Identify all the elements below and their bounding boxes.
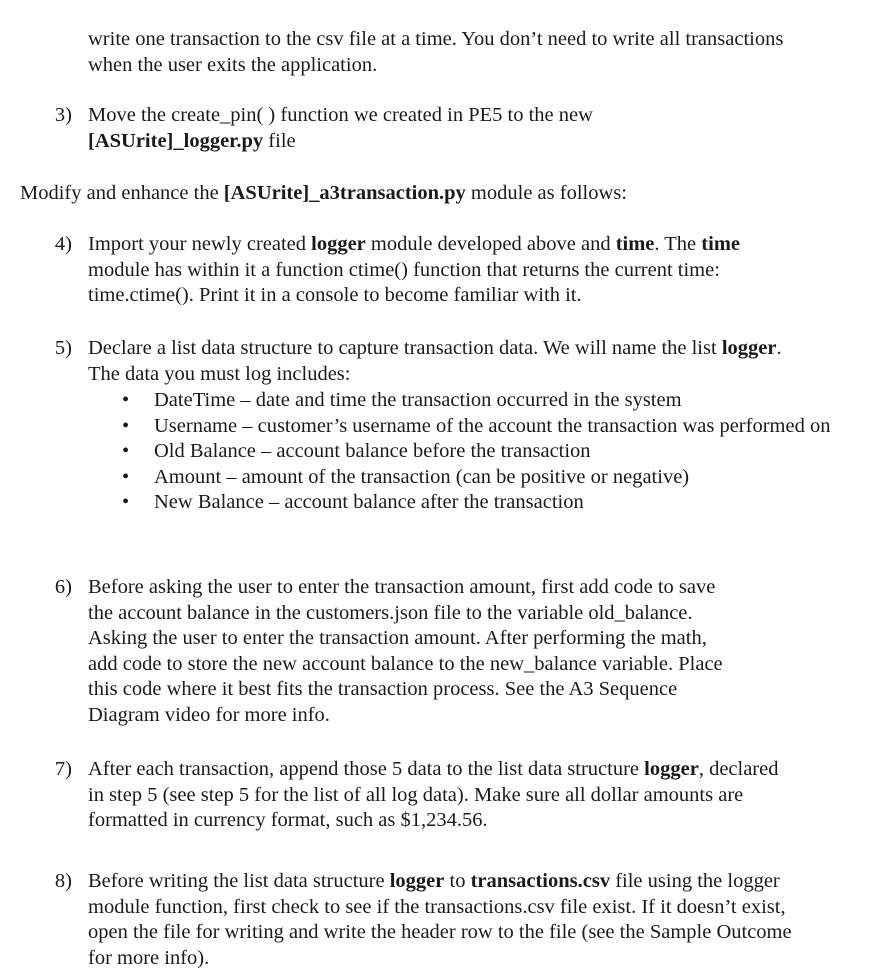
text-line: Move the create_pin( ) function we created in PE5 to the new bbox=[88, 104, 593, 126]
item-number: 4) bbox=[54, 233, 72, 255]
item-text bbox=[88, 869, 878, 971]
text-line: After each transaction, append those 5 data to the list data structure logger, declared bbox=[88, 758, 779, 780]
text-line: this code where it best fits the transaction process. See the A3 Sequence bbox=[88, 678, 678, 700]
module-name-bold: [ASUrite]_a3transaction.py bbox=[223, 182, 466, 204]
text-line: Before writing the list data structure logger to transactions.csv file using the logger bbox=[88, 870, 780, 892]
text-line: in step 5 (see step 5 for the list of all log data). Make sure all dollar amounts are bbox=[88, 783, 744, 806]
text-line: when the user exits the application. bbox=[88, 53, 378, 76]
list-item: • Username – customer’s username of the account the transaction was performed on bbox=[88, 414, 878, 440]
text-line: Diagram video for more info. bbox=[88, 703, 330, 726]
item-text bbox=[88, 575, 878, 728]
text-line: [ASUrite]_logger.py file bbox=[88, 129, 296, 152]
bullet-icon: • bbox=[122, 491, 130, 513]
text-line: formatted in currency format, such as $1,234.56. bbox=[88, 809, 488, 831]
lead-paragraph: Modify and enhance the [ASUrite]_a3transaction.py module as follows: bbox=[20, 182, 627, 204]
item-text bbox=[88, 757, 878, 834]
log-fields-list bbox=[88, 388, 878, 516]
bullet-icon: • bbox=[122, 414, 130, 437]
text-line: for more info). bbox=[88, 946, 210, 969]
text-line: module has within it a function ctime() function that returns the current time: bbox=[88, 258, 720, 281]
bullet-icon: • bbox=[122, 389, 130, 411]
list-item: • DateTime – date and time the transaction occurred in the system bbox=[88, 388, 878, 414]
text-line: Import your newly created logger module developed above and time. The time bbox=[88, 233, 740, 255]
text-line: Declare a list data structure to capture transaction data. We will name the list logger. bbox=[88, 337, 782, 359]
text-line: Asking the user to enter the transaction amount. After performing the math, bbox=[88, 627, 707, 649]
item-number: 7) bbox=[54, 758, 72, 780]
filename-bold: [ASUrite]_logger.py bbox=[88, 129, 264, 152]
list-item: • Amount – amount of the transaction (can be positive or negative) bbox=[88, 465, 878, 491]
item-text bbox=[88, 232, 878, 309]
item-number: 3) bbox=[54, 104, 72, 126]
text-line: open the file for writing and write the header row to the file (see the Sample Outcome bbox=[88, 921, 792, 943]
text-line: time.ctime(). Print it in a console to become familiar with it. bbox=[88, 284, 582, 306]
item-number: 5) bbox=[54, 337, 72, 359]
item-number: 8) bbox=[54, 870, 72, 892]
bullet-icon: • bbox=[122, 465, 130, 488]
text-line: module function, first check to see if the transactions.csv file exist. If it doesn’t exist, bbox=[88, 895, 786, 918]
text-line: Before asking the user to enter the transaction amount, first add code to save bbox=[88, 576, 716, 598]
bullet-icon: • bbox=[122, 440, 130, 462]
text-line: write one transaction to the csv file at a time. You don’t need to write all transactions bbox=[88, 28, 784, 50]
list-item: • New Balance – account balance after the transaction bbox=[88, 490, 878, 516]
list-item: • Old Balance – account balance before the transaction bbox=[88, 439, 878, 465]
text-line: The data you must log includes: bbox=[88, 362, 351, 385]
item-number: 6) bbox=[54, 576, 72, 598]
item-text bbox=[88, 336, 878, 387]
text-line: the account balance in the customers.json file to the variable old_balance. bbox=[88, 601, 693, 624]
continuation-paragraph bbox=[88, 27, 878, 78]
text-line: add code to store the new account balance to the new_balance variable. Place bbox=[88, 652, 723, 675]
item-text bbox=[88, 103, 878, 154]
